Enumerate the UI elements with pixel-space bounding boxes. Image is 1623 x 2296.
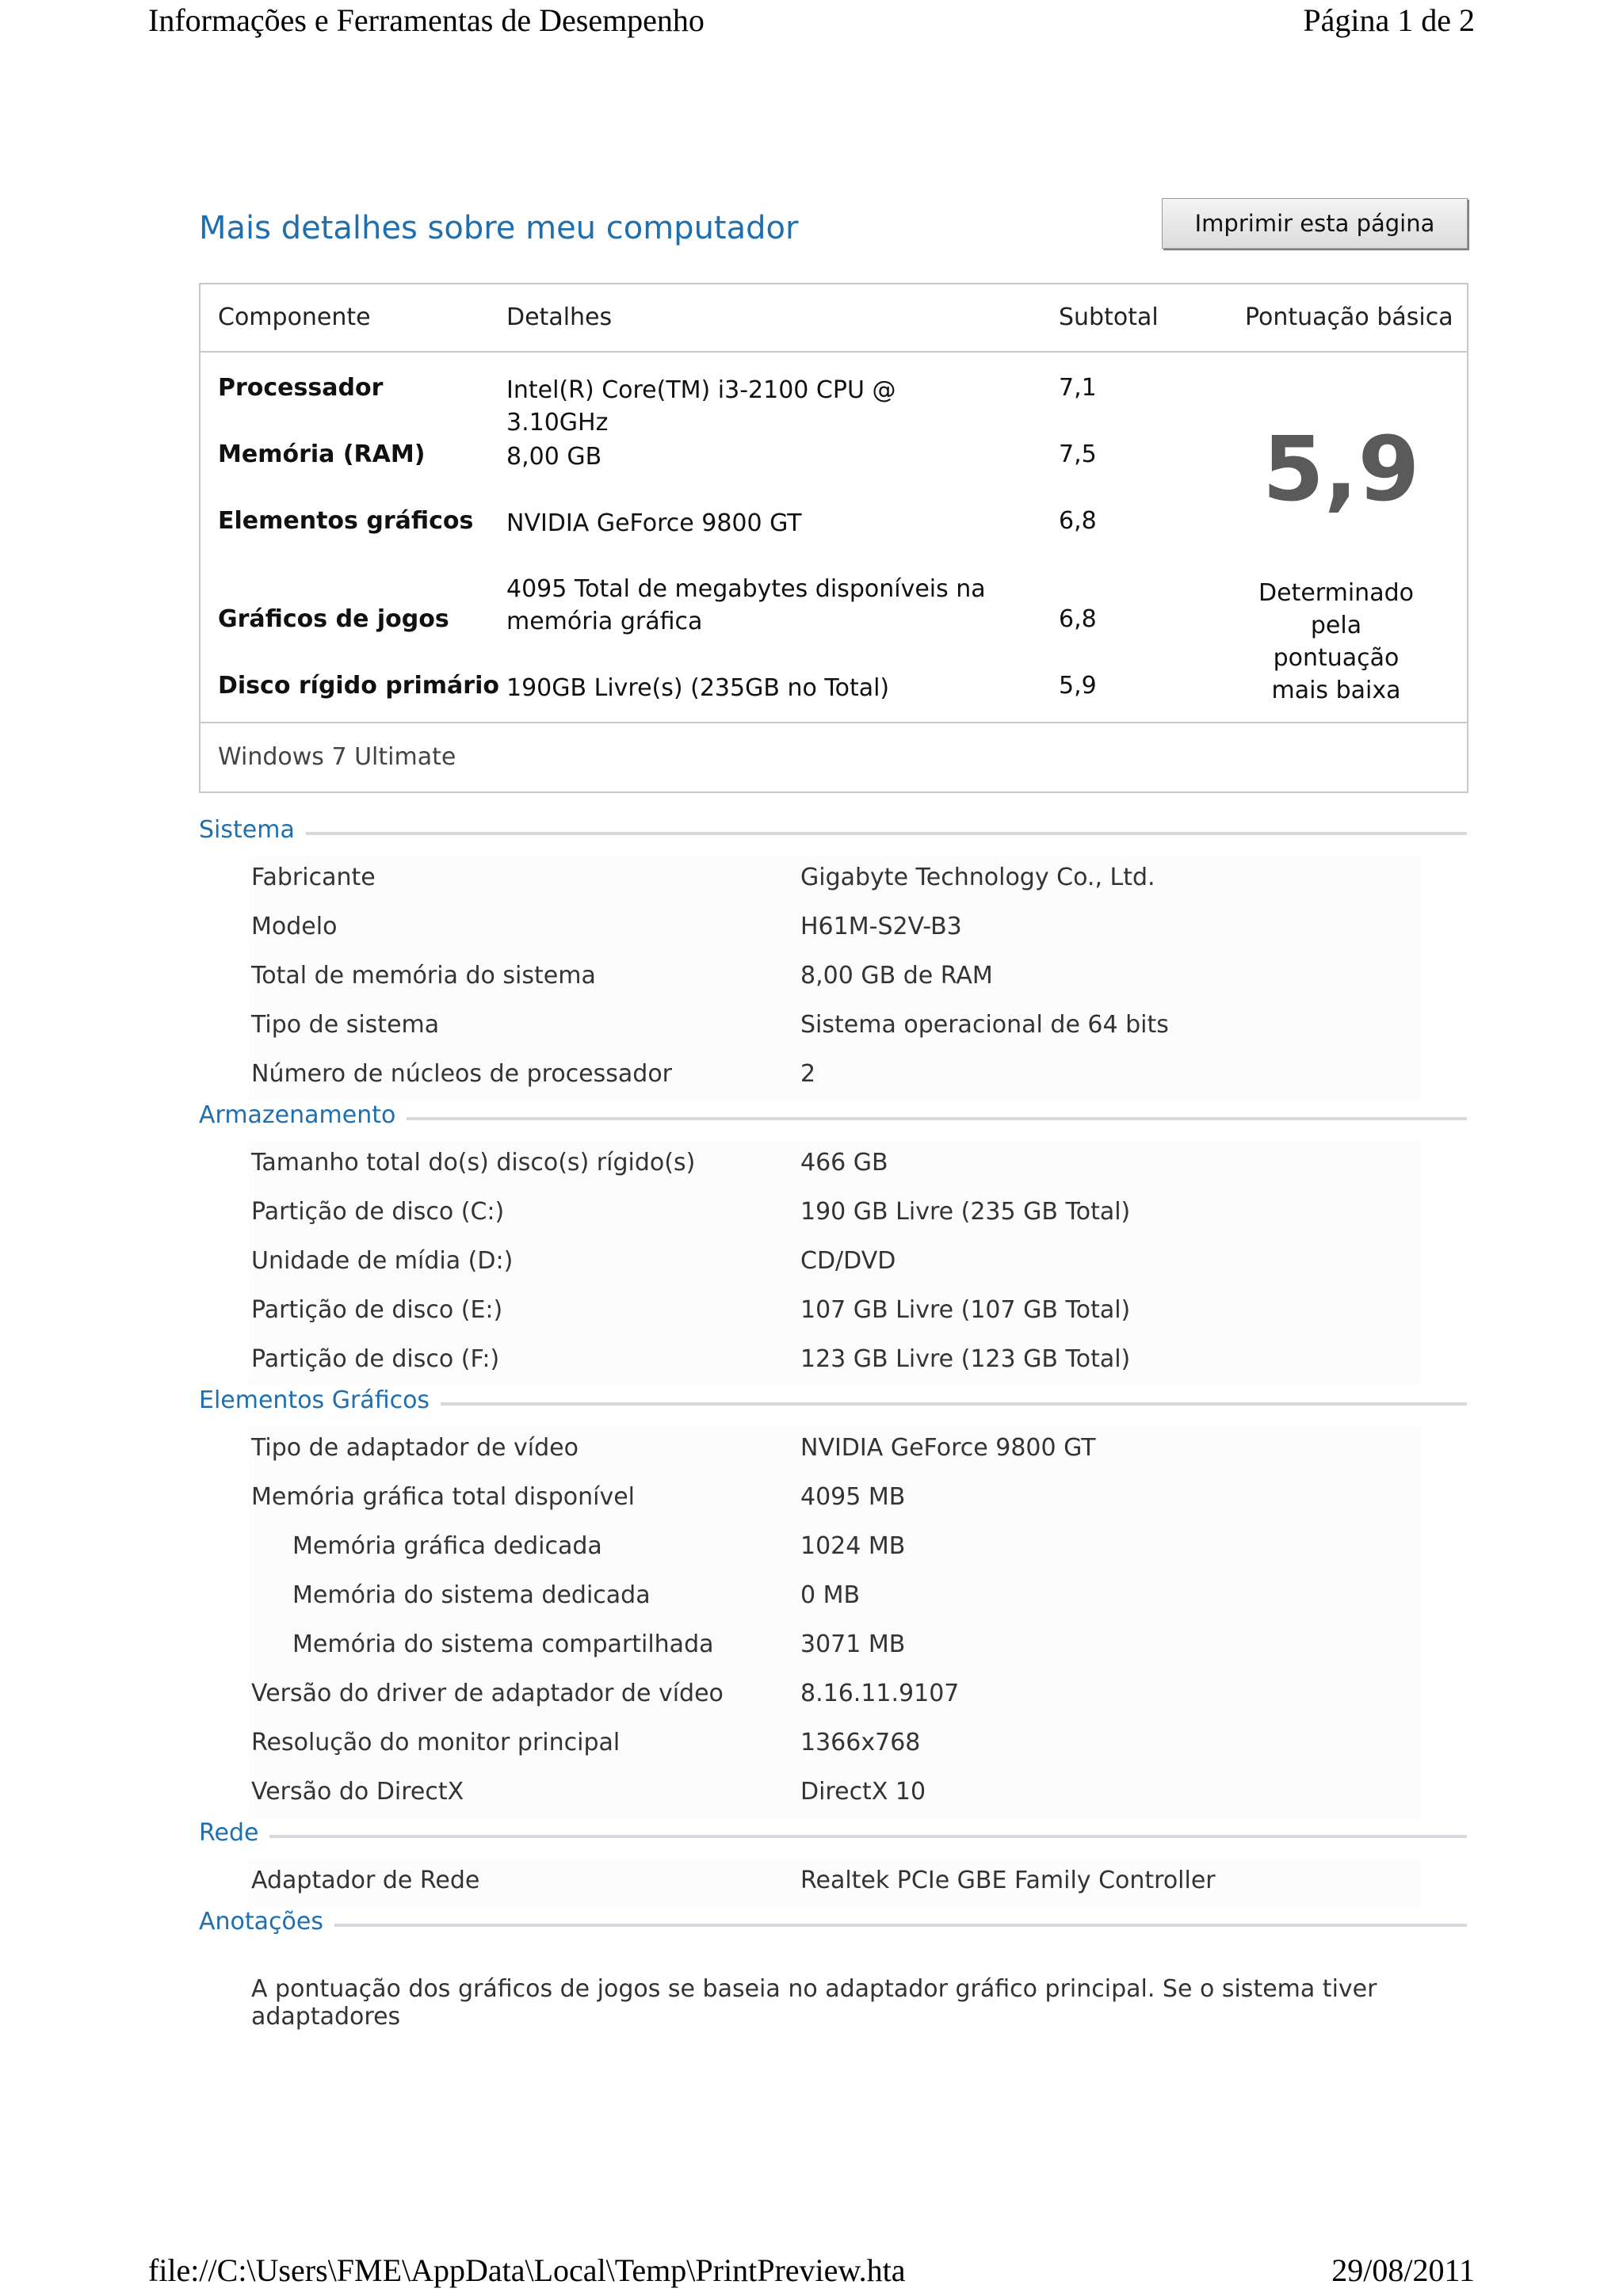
info-label: Partição de disco (C:) [251, 1198, 505, 1226]
info-label: Resolução do monitor principal [251, 1729, 621, 1756]
header-base-score: Pontuação básica [1245, 303, 1453, 331]
score-row-details: 4095 Total de megabytes disponíveis na memória gráfica [506, 575, 986, 635]
info-label: Memória gráfica dedicada [292, 1532, 602, 1560]
section-divider [199, 832, 1467, 835]
info-value: NVIDIA GeForce 9800 GT [800, 1434, 1096, 1462]
section-header-graphics [199, 1386, 1467, 1426]
info-value: 123 GB Livre (123 GB Total) [800, 1345, 1131, 1373]
info-label: Partição de disco (E:) [251, 1296, 503, 1324]
info-label: Memória gráfica total disponível [251, 1483, 636, 1511]
score-row-subtotal: 7,1 [1059, 374, 1097, 402]
info-value: Sistema operacional de 64 bits [800, 1011, 1169, 1039]
info-row [248, 1141, 1421, 1190]
section-title: Armazenamento [199, 1101, 407, 1129]
score-row-details: 8,00 GB [506, 443, 602, 471]
info-label: Fabricante [251, 864, 376, 891]
score-row-subtotal: 6,8 [1059, 507, 1097, 535]
score-row-component: Processador [218, 374, 384, 402]
info-label: Modelo [251, 913, 338, 940]
info-label: Memória do sistema compartilhada [292, 1630, 714, 1658]
score-row-subtotal: 5,9 [1059, 672, 1097, 700]
print-footer [148, 2248, 1475, 2296]
info-label: Unidade de mídia (D:) [251, 1247, 514, 1275]
info-row [248, 856, 1421, 905]
score-table-body [200, 353, 1467, 722]
info-row [248, 1623, 1421, 1672]
print-footer-file-path: file://C:\Users\FME\AppData\Local\Temp\PrintPreview.hta [148, 2252, 906, 2288]
print-header-title: Informações e Ferramentas de Desempenho [148, 2, 705, 38]
score-row-component: Memória (RAM) [218, 441, 426, 468]
info-row [248, 1770, 1421, 1819]
info-row [248, 905, 1421, 954]
info-row [248, 1475, 1421, 1524]
info-value: Gigabyte Technology Co., Ltd. [800, 864, 1155, 891]
detail-sections [199, 816, 1467, 2031]
info-label: Versão do DirectX [251, 1778, 464, 1806]
section-header-network [199, 1819, 1467, 1859]
info-label: Número de núcleos de processador [251, 1060, 673, 1088]
section-network [248, 1859, 1421, 1908]
operating-system-edition: Windows 7 Ultimate [218, 743, 456, 771]
score-row-details: 190GB Livre(s) (235GB no Total) [506, 674, 890, 702]
base-score-note: Determinado pela pontuação mais baixa [1258, 579, 1414, 704]
info-row [248, 1288, 1421, 1337]
info-value: 8,00 GB de RAM [800, 962, 993, 990]
info-value: DirectX 10 [800, 1778, 926, 1806]
info-value: CD/DVD [800, 1247, 896, 1275]
print-header-page-number: Página 1 de 2 [1303, 2, 1475, 38]
header-details: Detalhes [506, 303, 613, 331]
score-row-subtotal: 6,8 [1059, 605, 1097, 633]
info-value: H61M-S2V-B3 [800, 913, 962, 940]
page-title: Mais detalhes sobre meu computador [199, 210, 799, 246]
info-value: 466 GB [800, 1149, 888, 1177]
info-label: Tamanho total do(s) disco(s) rígido(s) [251, 1149, 696, 1177]
info-row [248, 1426, 1421, 1475]
info-row [248, 954, 1421, 1003]
print-header [148, 0, 1475, 48]
info-value: Realtek PCIe GBE Family Controller [800, 1867, 1216, 1894]
info-value: 4095 MB [800, 1483, 906, 1511]
info-row [248, 1239, 1421, 1288]
score-table-footer [200, 722, 1467, 791]
section-divider [199, 1835, 1467, 1838]
info-value: 1366x768 [800, 1729, 921, 1756]
section-header-system [199, 816, 1467, 856]
info-label: Total de memória do sistema [251, 962, 596, 990]
info-row [248, 1859, 1421, 1908]
info-row [248, 1003, 1421, 1052]
score-row-subtotal: 7,5 [1059, 441, 1097, 468]
score-table [199, 283, 1468, 793]
section-title: Elementos Gráficos [199, 1386, 441, 1414]
info-label: Tipo de sistema [251, 1011, 440, 1039]
score-row-details: Intel(R) Core(TM) i3-2100 CPU @ 3.10GHz [506, 376, 896, 437]
score-row-component: Disco rígido primário [218, 672, 499, 700]
base-score-value: 5,9 [1262, 418, 1420, 521]
print-footer-date: 29/08/2011 [1331, 2252, 1475, 2288]
info-row [248, 1672, 1421, 1721]
info-value: 3071 MB [800, 1630, 906, 1658]
score-row-details: NVIDIA GeForce 9800 GT [506, 509, 802, 537]
info-label: Tipo de adaptador de vídeo [251, 1434, 579, 1462]
score-row-gaming-graphics [200, 573, 1151, 638]
score-row-component: Elementos gráficos [218, 507, 474, 535]
info-row [248, 1721, 1421, 1770]
section-header-storage [199, 1101, 1467, 1141]
print-page-button[interactable]: Imprimir esta página [1162, 198, 1468, 249]
section-system [248, 856, 1421, 1101]
info-label: Partição de disco (F:) [251, 1345, 500, 1373]
info-value: 107 GB Livre (107 GB Total) [800, 1296, 1131, 1324]
section-header-notes [199, 1908, 1467, 1947]
info-value: 1024 MB [800, 1532, 906, 1560]
info-label: Memória do sistema dedicada [292, 1581, 651, 1609]
info-label: Adaptador de Rede [251, 1867, 480, 1894]
info-row [248, 1190, 1421, 1239]
notes-text: A pontuação dos gráficos de jogos se baseia no adaptador gráfico principal. Se o sistema tiver adaptadores [251, 1975, 1377, 2031]
info-row [248, 1337, 1421, 1386]
info-value: 8.16.11.9107 [800, 1680, 960, 1707]
score-table-header [200, 284, 1467, 353]
score-row-component: Gráficos de jogos [218, 605, 449, 633]
info-row [248, 1573, 1421, 1623]
section-title: Rede [199, 1819, 269, 1847]
info-row [248, 1052, 1421, 1101]
info-label: Versão do driver de adaptador de vídeo [251, 1680, 724, 1707]
info-value: 2 [800, 1060, 816, 1088]
info-value: 190 GB Livre (235 GB Total) [800, 1198, 1131, 1226]
section-storage [248, 1141, 1421, 1386]
header-component: Componente [218, 303, 371, 331]
info-value: 0 MB [800, 1581, 861, 1609]
section-title: Anotações [199, 1908, 334, 1936]
section-divider [199, 1924, 1467, 1927]
section-graphics [248, 1426, 1421, 1819]
header-subtotal: Subtotal [1059, 303, 1159, 331]
section-title: Sistema [199, 816, 306, 844]
info-row [248, 1524, 1421, 1573]
